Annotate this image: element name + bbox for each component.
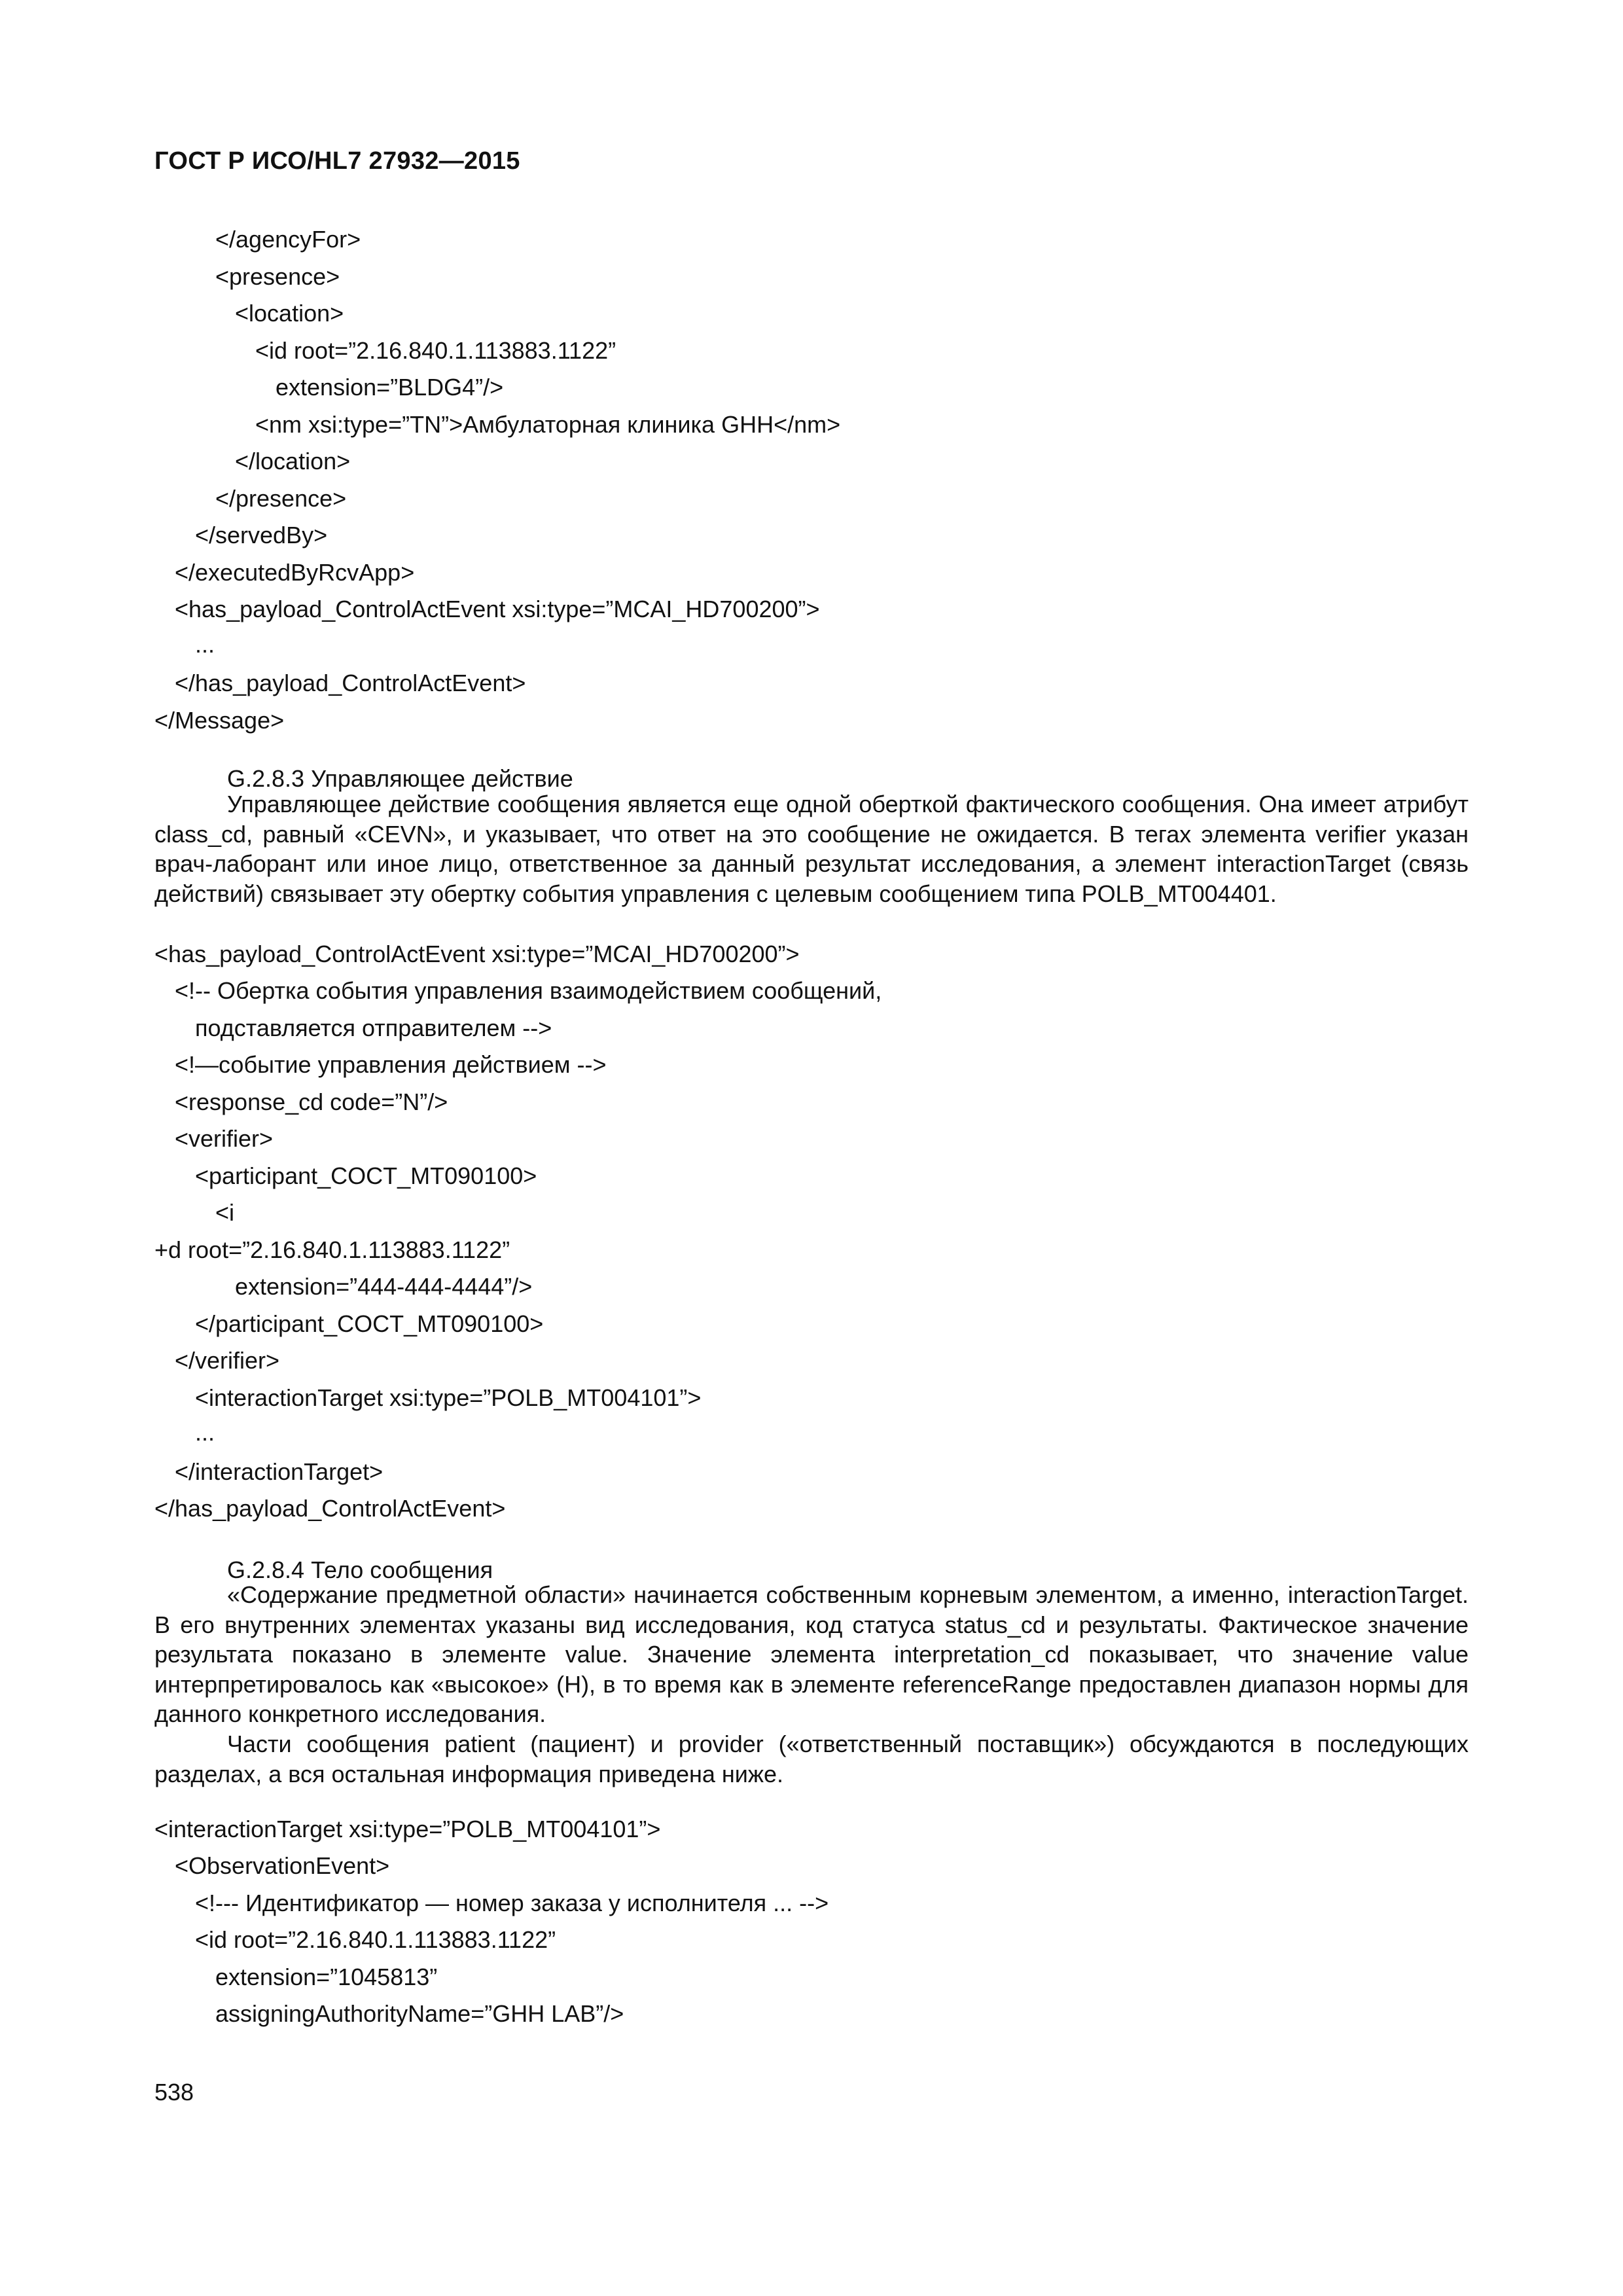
code-line: </has_payload_ControlActEvent> [175, 670, 526, 696]
code-line: extension=”1045813” [215, 1964, 438, 1990]
page-number: 538 [154, 2079, 194, 2106]
code-line: ... [195, 631, 215, 658]
code-line: <interactionTarget xsi:type=”POLB_MT004101”> [154, 1816, 661, 1842]
code-line: <has_payload_ControlActEvent xsi:type=”MCAI_HD700200”> [175, 596, 820, 622]
code-line: <response_cd code=”N”/> [175, 1088, 448, 1115]
code-line: assigningAuthorityName=”GHH LAB”/> [215, 2000, 624, 2027]
section-paragraph: «Содержание предметной области» начинается собственным корневым элементом, а именно, interactionTarget. В его внутренних элементах указаны вид исследования, код статуса status_cd и результаты. Фактическое значение результата показано в элементе value. Значение элемента interpretation_cd показывает, что значение value интерпретировалось как «высокое» (H), в то время как в элементе referenceRange предоставлен диапазон нормы для данного конкретного исследования. [154, 1581, 1469, 1727]
code-line: <participant_COCT_MT090100> [195, 1162, 537, 1189]
code-line: extension=”BLDG4”/> [276, 374, 504, 401]
code-line: </Message> [154, 707, 285, 734]
code-line: </interactionTarget> [175, 1458, 383, 1485]
code-line: подставляется отправителем --> [195, 1014, 552, 1041]
code-line: </location> [235, 448, 351, 475]
page-header: ГОСТ Р ИСО/HL7 27932—2015 [154, 147, 520, 175]
code-line: <ObservationEvent> [175, 1852, 390, 1879]
code-line: </verifier> [175, 1347, 280, 1374]
code-line: </executedByRcvApp> [175, 559, 415, 586]
section-paragraph: Части сообщения patient (пациент) и provider («ответственный поставщик») обсуждаются в последующих разделах, а вся остальная информация приведена ниже. [154, 1731, 1469, 1787]
code-line: </presence> [215, 485, 347, 512]
code-line: +d root=”2.16.840.1.113883.1122” [154, 1236, 510, 1263]
code-line: <verifier> [175, 1125, 274, 1152]
code-line: <presence> [215, 263, 340, 290]
code-line: <!—событие управления действием --> [175, 1051, 607, 1078]
code-line: extension=”444-444-4444”/> [235, 1273, 533, 1300]
code-line: <id root=”2.16.840.1.113883.1122” [255, 337, 616, 364]
code-line: <location> [235, 300, 344, 327]
section-paragraph: Управляющее действие сообщения является еще одной оберткой фактического сообщения. Она имеет атрибут class_cd, равный «CEVN», и указывает, что ответ на это сообщение не ожидается. В тегах элемента verifier указан врач-лаборант или иное лицо, ответственное за данный результат исследования, а элемент interactionTarget (связь действий) связывает эту обертку события управления с целевым сообщением типа POLB_MT004401. [154, 791, 1469, 907]
code-line: <id root=”2.16.840.1.113883.1122” [195, 1926, 556, 1953]
code-line: <!-- Обертка события управления взаимодействием сообщений, [175, 977, 882, 1004]
code-line: </participant_COCT_MT090100> [195, 1310, 544, 1337]
code-line: </servedBy> [195, 522, 328, 548]
code-line: <nm xsi:type=”TN”>Амбулаторная клиника GHH</nm> [255, 411, 841, 438]
code-line: <has_payload_ControlActEvent xsi:type=”MCAI_HD700200”> [154, 941, 800, 967]
code-line: </agencyFor> [215, 226, 361, 253]
code-line: </has_payload_ControlActEvent> [154, 1495, 506, 1522]
code-line: <interactionTarget xsi:type=”POLB_MT004101”> [195, 1384, 702, 1411]
section-heading: G.2.8.4 Тело сообщения [227, 1556, 493, 1583]
code-line: <i [215, 1199, 235, 1226]
code-line: ... [195, 1419, 215, 1446]
section-heading: G.2.8.3 Управляющее действие [227, 765, 573, 792]
code-line: <!--- Идентификатор — номер заказа у исполнителя ... --> [195, 1890, 829, 1916]
